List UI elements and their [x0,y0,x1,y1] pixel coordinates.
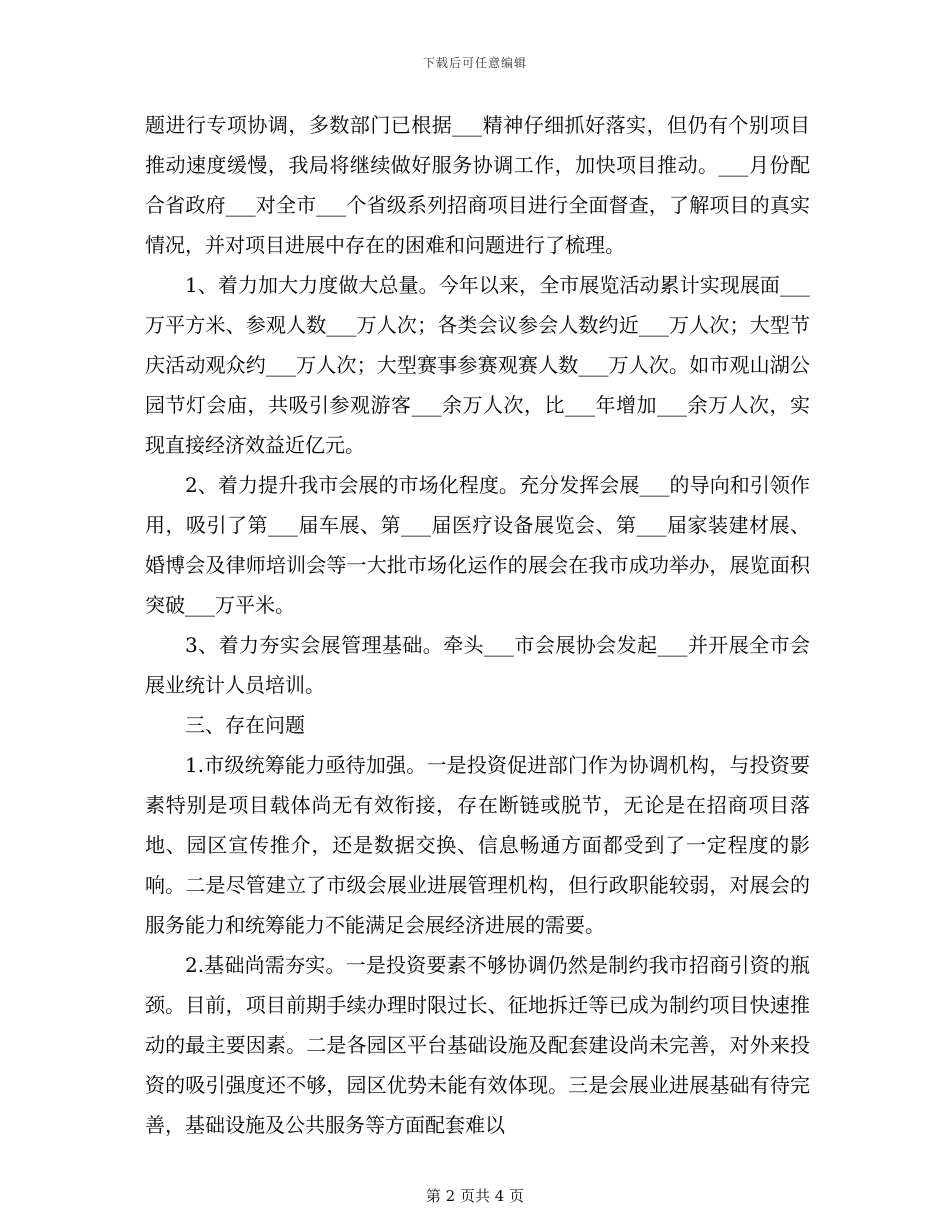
page-number: 第 2 页共 4 页 [425,1187,525,1205]
paragraph: 题进行专项协调，多数部门已根据___精神仔细抓好落实，但仍有个别项目推动速度缓慢，我局将继续做好服务协调工作，加快项目推动。___月份配合省政府___对全市___个省级系列招商项目进行全面督查，了解项目的真实情况，并对项目进展中存在的困难和问题进行了梳理。 [145,113,810,257]
document-body [145,105,810,1145]
section-heading: 三、存在问题 [185,713,305,737]
paragraph: 2、着力提升我市会展的市场化程度。充分发挥会展___的导向和引领作用，吸引了第___届车展、第___届医疗设备展览会、第___届家装建材展、婚博会及律师培训会等一大批市场化运作的展会在我市成功举办，展览面积突破___万平米。 [145,473,810,617]
paragraph: 1、着力加大力度做大总量。今年以来，全市展览活动累计实现展面___万平方米、参观人数___万人次；各类会议参会人数约近___万人次；大型节庆活动观众约___万人次；大型赛事参赛观赛人数___万人次。如市观山湖公园节灯会庙，共吸引参观游客___余万人次，比___年增加___余万人次，实现直接经济效益近亿元。 [145,273,810,457]
paragraph: 2.基础尚需夯实。一是投资要素不够协调仍然是制约我市招商引资的瓶颈。目前，项目前期手续办理时限过长、征地拆迁等已成为制约项目快速推动的最主要因素。二是各园区平台基础设施及配套建设尚未完善，对外来投资的吸引强度还不够，园区优势未能有效体现。三是会展业进展基础有待完善，基础设施及公共服务等方面配套难以 [145,953,810,1137]
paragraph: 3、着力夯实会展管理基础。牵头___市会展协会发起___并开展全市会展业统计人员培训。 [145,633,810,697]
page-header-note: 下载后可任意编辑 [422,56,527,70]
paragraph: 1.市级统筹能力亟待加强。一是投资促进部门作为协调机构，与投资要素特别是项目载体尚无有效衔接，存在断链或脱节，无论是在招商项目落地、园区宣传推介，还是数据交换、信息畅通方面都受到了一定程度的影响。二是尽管建立了市级会展业进展管理机构，但行政职能较弱，对展会的服务能力和统筹能力不能满足会展经济进展的需要。 [145,753,810,937]
